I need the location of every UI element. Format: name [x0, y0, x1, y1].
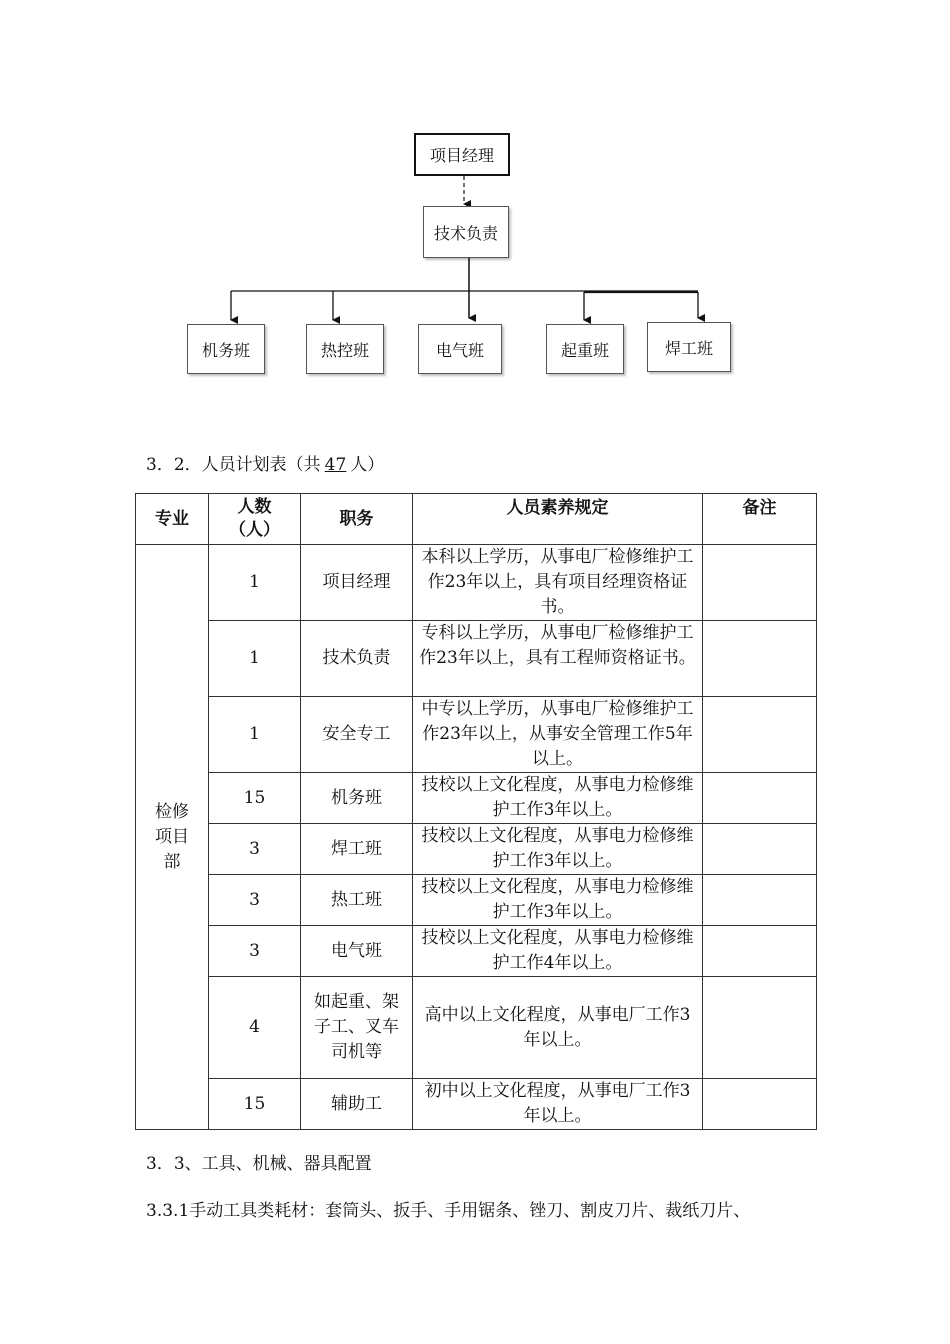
- position-cell: 辅助工: [301, 1079, 413, 1130]
- count-cell: 3: [209, 824, 301, 875]
- remark-cell: [703, 773, 817, 824]
- remark-cell: [703, 824, 817, 875]
- section-3-2-heading: [146, 450, 384, 475]
- staff-plan-table: [135, 493, 817, 1130]
- header-remark: 备注: [703, 494, 817, 545]
- org-box-team-welding: 焊工班: [647, 322, 731, 372]
- count-cell: 4: [209, 977, 301, 1079]
- position-cell: 技术负责: [301, 621, 413, 697]
- position-cell: 机务班: [301, 773, 413, 824]
- section-3-2-count: 47: [324, 455, 347, 475]
- requirement-cell: 初中以上文化程度，从事电厂工作3年以上。: [413, 1079, 703, 1130]
- position-cell: 热工班: [301, 875, 413, 926]
- requirement-cell: 技校以上文化程度，从事电力检修维护工作3年以上。: [413, 824, 703, 875]
- requirement-cell: 技校以上文化程度，从事电力检修维护工作3年以上。: [413, 773, 703, 824]
- count-cell: 1: [209, 545, 301, 621]
- remark-cell: [703, 977, 817, 1079]
- position-cell: 电气班: [301, 926, 413, 977]
- header-count-line1: 人数: [237, 497, 272, 517]
- section-3-3-heading: 3．3、工具、机械、器具配置: [146, 1154, 372, 1174]
- position-cell: 焊工班: [301, 824, 413, 875]
- header-position: 职务: [301, 494, 413, 545]
- requirement-cell: 专科以上学历，从事电厂检修维护工作23年以上，具有工程师资格证书。: [413, 621, 703, 697]
- table-row: [136, 875, 817, 926]
- table-row: [136, 1079, 817, 1130]
- table-row: [136, 773, 817, 824]
- remark-cell: [703, 1079, 817, 1130]
- table-row: [136, 545, 817, 621]
- count-cell: 1: [209, 621, 301, 697]
- org-box-tech-lead: 技术负责: [423, 206, 509, 258]
- count-cell: 3: [209, 926, 301, 977]
- header-count: [209, 494, 301, 545]
- table-row: [136, 824, 817, 875]
- header-specialty: 专业: [136, 494, 209, 545]
- requirement-cell: 技校以上文化程度，从事电力检修维护工作4年以上。: [413, 926, 703, 977]
- table-row: [136, 926, 817, 977]
- position-cell: 如起重、架子工、叉车司机等: [301, 977, 413, 1079]
- section-3-3-1-text: 3.3.1手动工具类耗材：套筒头、扳手、手用锯条、锉刀、割皮刀片、裁纸刀片、: [146, 1201, 751, 1221]
- header-count-line2: （人）: [229, 520, 280, 540]
- remark-cell: [703, 621, 817, 697]
- remark-cell: [703, 875, 817, 926]
- position-cell: 项目经理: [301, 545, 413, 621]
- department-line: 检修: [155, 801, 189, 822]
- department-line: 项目: [155, 826, 189, 847]
- requirement-cell: 中专以上学历，从事电厂检修维护工作23年以上，从事安全管理工作5年以上。: [413, 697, 703, 773]
- requirement-cell: 高中以上文化程度，从事电厂工作3年以上。: [413, 977, 703, 1079]
- table-row: [136, 697, 817, 773]
- remark-cell: [703, 697, 817, 773]
- table-row: [136, 977, 817, 1079]
- remark-cell: [703, 926, 817, 977]
- department-cell: [136, 545, 209, 1130]
- table-row: [136, 621, 817, 697]
- org-box-team-electrical: 电气班: [418, 324, 502, 374]
- org-box-project-manager: 项目经理: [414, 133, 510, 176]
- section-3-2-prefix: 3．2．人员计划表（共: [146, 455, 321, 475]
- requirement-cell: 技校以上文化程度，从事电力检修维护工作3年以上。: [413, 875, 703, 926]
- table-header-row: [136, 494, 817, 545]
- org-box-team-lifting: 起重班: [546, 324, 624, 374]
- header-requirement: 人员素养规定: [413, 494, 703, 545]
- org-box-team-mech: 机务班: [187, 324, 265, 374]
- count-cell: 1: [209, 697, 301, 773]
- org-chart: [0, 0, 950, 420]
- position-cell: 安全专工: [301, 697, 413, 773]
- section-3-2-suffix: 人）: [350, 455, 385, 475]
- remark-cell: [703, 545, 817, 621]
- count-cell: 15: [209, 1079, 301, 1130]
- count-cell: 3: [209, 875, 301, 926]
- department-line: 部: [163, 851, 181, 872]
- requirement-cell: 本科以上学历，从事电厂检修维护工作23年以上，具有项目经理资格证书。: [413, 545, 703, 621]
- org-box-team-thermal: 热控班: [306, 324, 384, 374]
- count-cell: 15: [209, 773, 301, 824]
